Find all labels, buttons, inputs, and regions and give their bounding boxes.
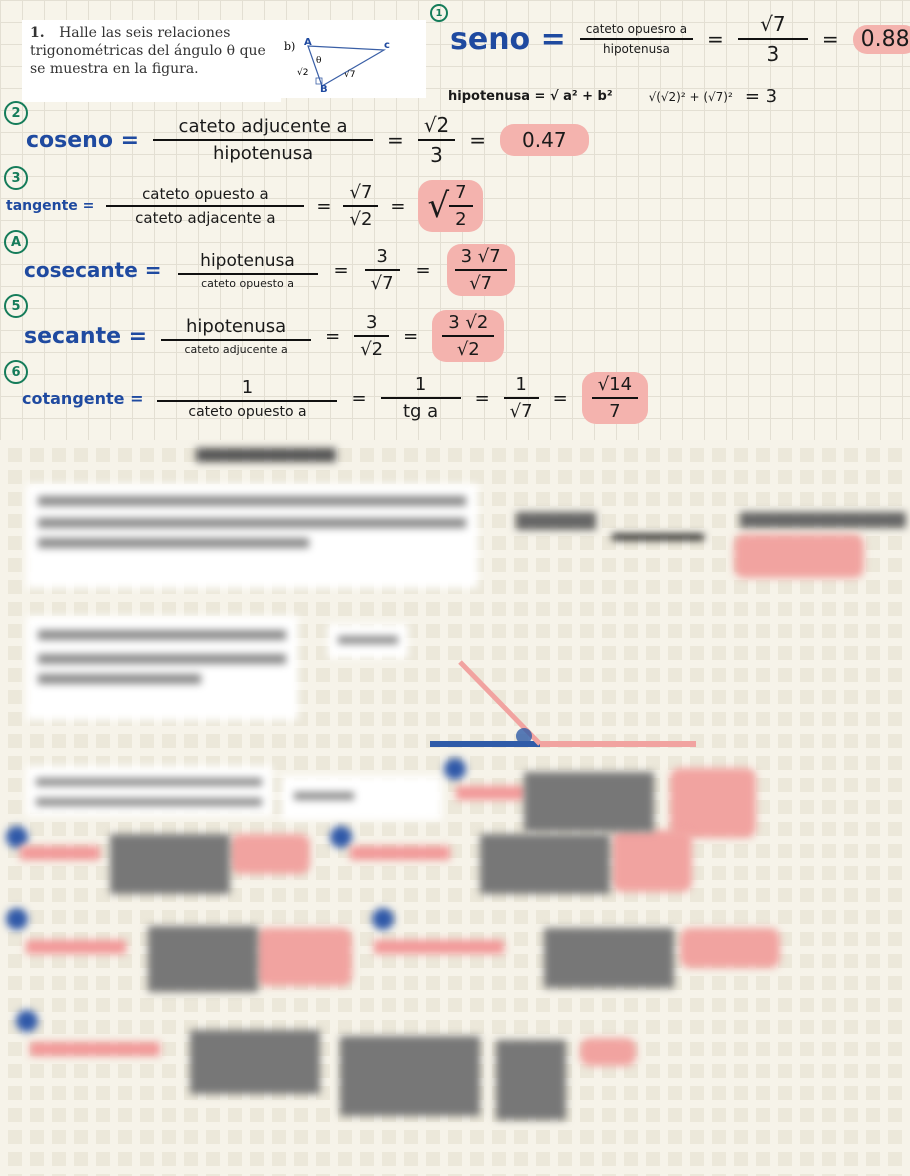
seno-label: seno = xyxy=(450,21,566,57)
pixelated-highlight-7 xyxy=(580,1038,636,1066)
label-side-bc: √7 xyxy=(344,70,356,80)
secante-value-numerator: 3 xyxy=(365,312,378,333)
step-5-badge: 5 xyxy=(4,294,28,318)
step-4-badge: A xyxy=(4,230,28,254)
pixelated-problem-3-box xyxy=(26,616,298,720)
pixelated-pink-label-5 xyxy=(374,940,504,954)
pixelated-handwriting-1 xyxy=(196,448,336,462)
cosecante-definition xyxy=(178,251,318,290)
pixelated-marker-5 xyxy=(372,908,394,930)
pixelated-formula-5 xyxy=(544,928,674,988)
triangle-figure xyxy=(280,20,426,98)
cotangente-value xyxy=(381,374,461,422)
cotangente-def-denominator: cateto opuesto a xyxy=(188,403,307,420)
pixelated-problem-2-box xyxy=(26,484,478,588)
cotangente-def-numerator: 1 xyxy=(241,376,254,398)
seno-value xyxy=(738,12,808,66)
equals-sign: = xyxy=(390,195,406,217)
pixelated-handwriting-2 xyxy=(516,512,596,530)
secante-result-denominator: √2 xyxy=(456,339,480,360)
coseno-value-denominator: 3 xyxy=(430,143,443,167)
problem-number: 1. xyxy=(30,25,45,41)
pixelated-formula-4 xyxy=(148,926,258,992)
equals-sign: = xyxy=(552,387,568,409)
pixelated-problem-4-box xyxy=(26,766,272,816)
seno-def-denominator: hipotenusa xyxy=(603,42,670,56)
pixelated-formula-1 xyxy=(524,772,654,832)
pixelated-handwriting-3 xyxy=(740,512,906,528)
equals-sign: = xyxy=(469,128,487,152)
tangente-value xyxy=(343,182,378,230)
label-theta: θ xyxy=(316,56,322,66)
equals-sign: = xyxy=(821,27,839,51)
cotangente-label: cotangente = xyxy=(22,388,144,408)
hipotenusa-row xyxy=(448,86,777,107)
coseno-result: 0.47 xyxy=(500,124,589,156)
step-1-badge: 1 xyxy=(430,4,448,22)
cotangente-value2-denominator: √7 xyxy=(509,401,533,422)
pixelated-pink-label-2 xyxy=(20,846,100,860)
secante-result xyxy=(432,310,504,362)
pixelated-formula-2 xyxy=(110,834,230,894)
cosecante-value-numerator: 3 xyxy=(376,246,388,267)
pixelated-pink-label-4 xyxy=(26,940,126,954)
cotangente-row xyxy=(22,372,648,424)
cotangente-value-2 xyxy=(504,374,539,422)
cosecante-row xyxy=(24,244,515,296)
cotangente-value-numerator: 1 xyxy=(414,374,427,395)
cotangente-result-denominator: 7 xyxy=(609,401,621,422)
coseno-label: coseno = xyxy=(26,127,140,153)
secante-label: secante = xyxy=(24,323,148,349)
sqrt-icon: √ xyxy=(427,186,450,226)
equals-sign: = xyxy=(333,259,349,281)
cosecante-def-numerator: hipotenusa xyxy=(200,250,295,271)
cotangente-definition xyxy=(157,377,337,420)
triangle-icon xyxy=(280,20,426,98)
cosecante-result xyxy=(447,244,515,296)
seno-result: 0.88 xyxy=(853,25,910,54)
problem-text: Halle las seis relaciones trigonométricas del ángulo θ que se muestra en la figura. xyxy=(30,25,266,77)
angle-diagram-icon xyxy=(420,650,720,760)
equals-sign: = xyxy=(403,325,419,347)
step-2-badge: 2 xyxy=(4,101,28,125)
tangente-label: tangente = xyxy=(6,198,95,214)
cotangente-result-numerator: √14 xyxy=(597,374,633,395)
cotangente-value-denominator: tg a xyxy=(402,401,439,422)
pixelated-small-box-2 xyxy=(282,776,442,820)
tangente-def-denominator: cateto adjacente a xyxy=(135,209,276,227)
step-6-badge: 6 xyxy=(4,360,28,384)
pixelated-highlight-3 xyxy=(230,834,310,874)
seno-value-numerator: √7 xyxy=(760,12,786,36)
equals-sign: = xyxy=(387,128,404,152)
hipotenusa-result: = 3 xyxy=(744,86,778,107)
pixelated-marker-2 xyxy=(6,826,28,848)
coseno-def-denominator: hipotenusa xyxy=(212,143,314,164)
seno-row xyxy=(450,12,910,66)
equals-sign: = xyxy=(325,325,341,347)
cosecante-label: cosecante = xyxy=(24,258,162,282)
pixelated-highlight-6 xyxy=(680,928,780,968)
seno-def-numerator: cateto opuesro a xyxy=(585,22,688,36)
step-3-badge: 3 xyxy=(4,166,28,190)
pixelated-fraction-bar xyxy=(612,534,704,540)
tangente-result-numerator: 7 xyxy=(455,182,467,203)
pixelated-formula-6 xyxy=(190,1030,320,1094)
tangente-result-fraction xyxy=(449,182,472,230)
seno-value-denominator: 3 xyxy=(766,42,780,66)
pixelated-marker-4 xyxy=(6,908,28,930)
cosecante-value xyxy=(365,246,400,294)
pixelated-highlight-1 xyxy=(734,534,864,578)
cosecante-def-denominator: cateto opuesto a xyxy=(201,276,294,290)
figure-label: b) xyxy=(284,40,296,53)
equals-sign: = xyxy=(316,195,332,217)
seno-definition xyxy=(580,22,693,56)
equals-sign: = xyxy=(415,259,431,281)
cotangente-result xyxy=(582,372,648,424)
pixelated-pink-label-6 xyxy=(30,1042,160,1056)
tangente-value-denominator: √2 xyxy=(349,209,373,230)
tangente-value-numerator: √7 xyxy=(349,182,373,203)
equals-sign: = xyxy=(351,387,367,409)
pixelated-highlight-2 xyxy=(670,768,756,838)
pixelated-pink-label-3 xyxy=(350,846,450,860)
label-c: c xyxy=(384,40,390,51)
coseno-value-numerator: √2 xyxy=(423,113,450,137)
secante-value-denominator: √2 xyxy=(360,339,384,360)
pixelated-formula-3 xyxy=(480,834,610,894)
tangente-row xyxy=(6,180,483,232)
secante-result-numerator: 3 √2 xyxy=(448,312,489,333)
pixelated-formula-7 xyxy=(340,1036,480,1116)
tangente-def-numerator: cateto opuesto a xyxy=(142,185,269,203)
pixelated-marker-3 xyxy=(330,826,352,848)
pixelated-marker-1 xyxy=(444,758,466,780)
secante-def-numerator: hipotenusa xyxy=(186,316,287,337)
equals-sign: = xyxy=(707,27,724,51)
tangente-result xyxy=(418,180,483,232)
tangente-result-denominator: 2 xyxy=(455,209,467,230)
coseno-value xyxy=(418,113,455,167)
hipotenusa-calc: √(√2)² + (√7)² xyxy=(648,89,733,104)
secante-definition xyxy=(161,316,311,356)
tangente-definition xyxy=(106,185,304,227)
coseno-definition xyxy=(153,116,373,164)
pixelated-formula-8 xyxy=(496,1040,566,1120)
hipotenusa-formula: hipotenusa = √ a² + b² xyxy=(448,89,613,104)
secante-value xyxy=(354,312,389,360)
coseno-row xyxy=(26,113,589,167)
cosecante-result-denominator: √7 xyxy=(469,273,493,294)
cosecante-value-denominator: √7 xyxy=(370,273,394,294)
pixelated-marker-6 xyxy=(16,1010,38,1032)
pixelated-highlight-4 xyxy=(612,830,692,892)
label-a: A xyxy=(304,37,312,48)
label-b: B xyxy=(320,84,328,95)
label-side-ab: √2 xyxy=(297,68,309,78)
pixelated-small-box-1 xyxy=(328,624,408,658)
cotangente-value2-numerator: 1 xyxy=(515,374,527,395)
secante-def-denominator: cateto adjucente a xyxy=(184,343,288,356)
problem-1-box xyxy=(22,20,281,102)
equals-sign: = xyxy=(474,387,490,409)
pixelated-pink-label-1 xyxy=(456,786,526,800)
cosecante-result-numerator: 3 √7 xyxy=(460,246,501,267)
secante-row xyxy=(24,310,504,362)
pixelated-highlight-5 xyxy=(256,928,352,986)
coseno-def-numerator: cateto adjucente a xyxy=(178,116,348,137)
